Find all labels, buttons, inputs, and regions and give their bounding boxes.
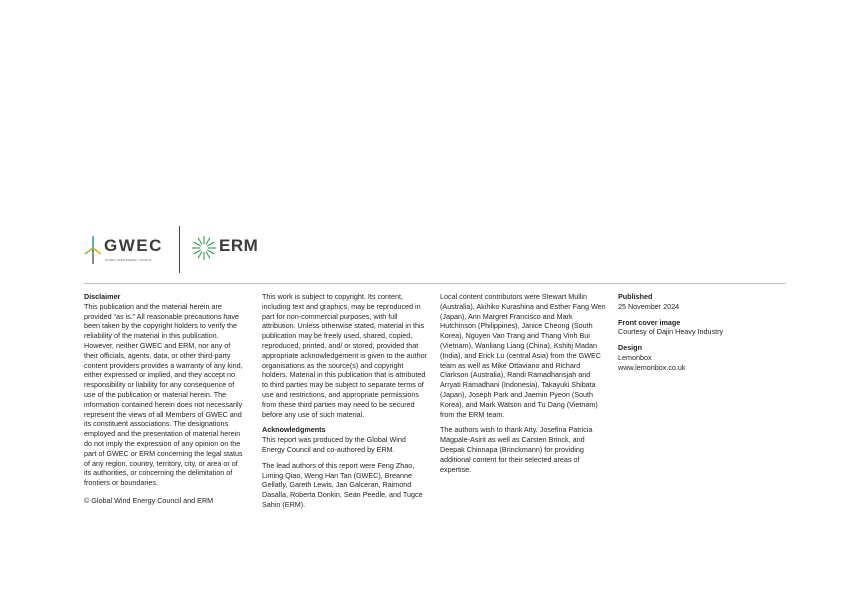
gwec-logo <box>84 234 164 266</box>
gwec-wordmark: GWEC <box>104 236 163 255</box>
copyright-column <box>262 292 430 510</box>
disclaimer-heading: Disclaimer <box>84 292 121 301</box>
wind-turbine-icon <box>84 234 102 264</box>
cover-image-heading: Front cover image <box>618 317 681 327</box>
copyright-line: © Global Wind Energy Council and ERM <box>84 495 214 505</box>
local-contributors: Local content contributors were Stewart Mullin (Australia), Akihiko Kurashina and Esther Fang Wen (Japan), Ann Margret Francisco and Mark Hutchinson (Philippines), Janice Cheong (South Korea), Nguyen Van Trang and Thang Vinh Bui (Vietnam), Wanliang Liang (China), Kshitij Madan (India), and Erick Lu (central Asia) from the GWEC team as well as Mike Ottaviano and Richard Clarkson (Australia), Randi Ramadhansjah and Arryati Ramadhani (Indonesia), Takayuki Shibata (Japan), Joseph Park and Jaemin Pyeon (South Korea), and Mark Watson and Tu Dang (Vietnam) from the ERM team. <box>440 292 606 419</box>
logo-bar <box>84 226 284 274</box>
design-url-link[interactable]: www.lemonbox.co.uk <box>618 362 686 372</box>
logo-divider <box>179 226 180 273</box>
published-date: 25 November 2024 <box>618 301 680 311</box>
erm-sunburst-icon <box>191 235 217 261</box>
erm-wordmark: ERM <box>219 236 259 255</box>
copyright-notice: This work is subject to copyright. Its content, including text and graphics, may be reproduced in part for non-commercial purposes, with full attribution. Unless otherwise stated, material in this publication may be freely used, shared, copied, reproduced, printed, and/ or stored, provided that appropriate acknowledgement is given to the author organisations as the source(s) and copyright holders. Material in this publication that is attributed to third parties may be subject to separate terms of use and restrictions, and appropriate permissions from these third parties may need to be secured before any use of such material. <box>262 292 428 419</box>
design-name: Lemonbox <box>618 352 652 362</box>
publication-info-column <box>618 292 778 373</box>
contributors-column <box>440 292 608 474</box>
acknowledgements-heading: Acknowledgments <box>262 425 326 435</box>
published-heading: Published <box>618 292 653 301</box>
cover-image-credit: Courtesy of Dajin Heavy Industry <box>618 327 724 337</box>
section-divider <box>84 283 786 284</box>
lead-authors: The lead authors of this report were Feng Zhao, Liming Qiao, Weng Han Tan (GWEC), Breanne Gellatly, Gareth Lewis, Jan Galceran, Raimond Dasalla, Roberta Donkin, Sean Peedle, and Tugce Sahin (ERM). <box>262 460 423 509</box>
gwec-tagline: GLOBAL WIND ENERGY COUNCIL <box>105 259 153 262</box>
acknowledgements-intro: This report was produced by the Global Wind Energy Council and co-authored by ERM. <box>262 435 406 454</box>
disclaimer-body: This publication and the material herein are provided “as is.” All reasonable precautions have been taken by the copyright holders to verify the reliability of the material in this publication. However, neither GWEC and ERM, nor any of their officials, agents, data, or other third-party content providers provides a warranty of any kind, either expressed or implied, and they accept no responsibility or liability for any consequence of use of the publication or material herein. The information contained herein does not necessarily represent the views of all Members of GWEC and its constituent associations. The designations employed and the presentation of material herein do not imply the expression of any opinion on the part of GWEC or ERM concerning the legal status of any region, country, territory, city, or area or of its authorities, or concerning the delimitation of frontiers or boundaries. <box>84 301 243 488</box>
thanks-paragraph: The authors wish to thank Atty. Josefina Patricia Magpale-Asirit as well as Carsten Brinck, and Deepak Chinnapa (Brinckmann) for providing additional content for their selected areas of expertise. <box>440 425 593 474</box>
disclaimer-column <box>84 292 246 506</box>
design-heading: Design <box>618 343 642 353</box>
